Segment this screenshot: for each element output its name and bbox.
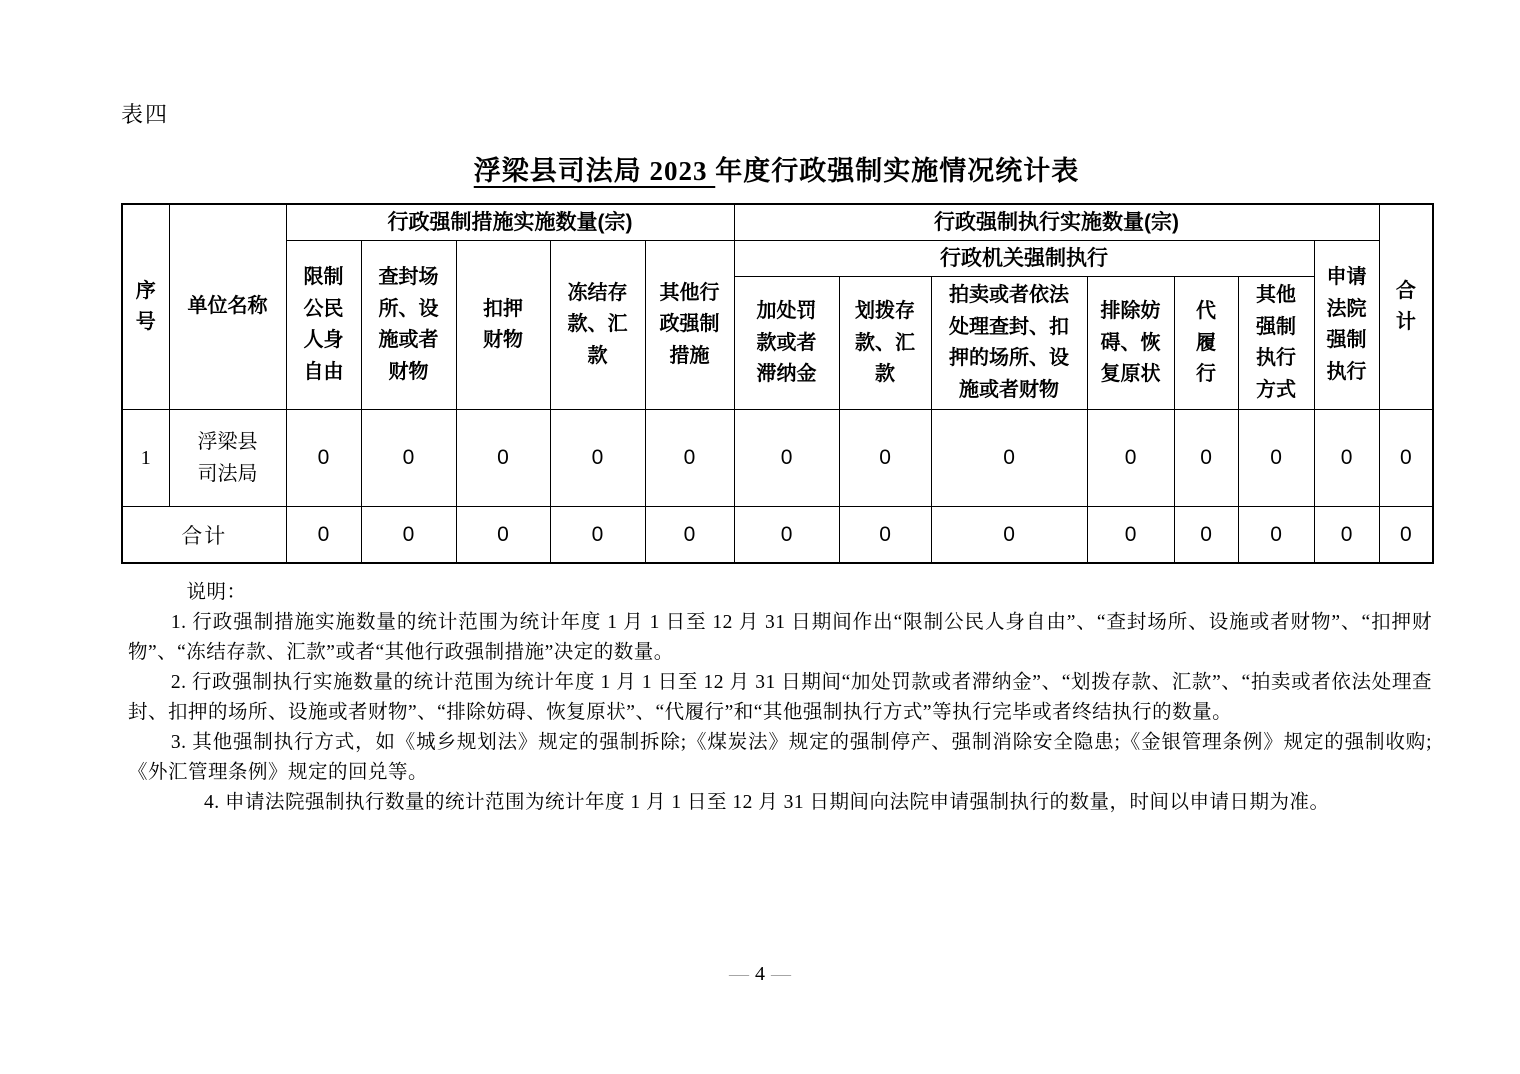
cell-value: 0 [931, 410, 1087, 507]
note-item-4: 4. 申请法院强制执行数量的统计范围为统计年度 1 月 1 日至 12 月 31 日期间向法院申请强制执行的数量，时间以申请日期为准。 [204, 791, 1330, 813]
cell-value: 0 [286, 410, 361, 507]
header-seq: 序号 [122, 204, 169, 410]
cell-value: 0 [361, 410, 456, 507]
cell-value: 0 [1174, 410, 1238, 507]
total-cell-value: 0 [286, 507, 361, 563]
page-title [121, 149, 1432, 188]
page-number-dash-left: — [729, 963, 749, 985]
header-agency-col-2: 划拨存款、汇款 [839, 277, 931, 410]
total-cell-value: 0 [361, 507, 456, 563]
total-cell-value: 0 [550, 507, 645, 563]
page-number [0, 963, 1520, 986]
header-measure-col-2: 查封场所、设施或者财物 [361, 241, 456, 410]
total-cell-value: 0 [456, 507, 550, 563]
header-group-measures: 行政强制措施实施数量(宗) [286, 204, 734, 241]
cell-value: 0 [1314, 410, 1379, 507]
total-cell-value: 0 [734, 507, 839, 563]
cell-value: 0 [839, 410, 931, 507]
total-cell-value: 0 [1087, 507, 1174, 563]
table-label: 表四 [121, 102, 170, 127]
header-court: 申请法院强制执行 [1314, 241, 1379, 410]
header-measure-col-5: 其他行政强制措施 [645, 241, 734, 410]
total-cell-value: 0 [839, 507, 931, 563]
header-agency-col-1: 加处罚款或者滞纳金 [734, 277, 839, 410]
cell-value: 0 [1238, 410, 1314, 507]
title-rest-part: 年度行政强制实施情况统计表 [715, 156, 1080, 186]
title-underlined-part: 浮梁县司法局 2023 [473, 156, 716, 186]
cell-value: 0 [456, 410, 550, 507]
page-number-value: 4 [755, 963, 765, 985]
note-item-3: 3. 其他强制执行方式，如《城乡规划法》规定的强制拆除;《煤炭法》规定的强制停产、强制消除安全隐患;《金银管理条例》规定的强制收购;《外汇管理条例》规定的回兑等。 [128, 731, 1432, 783]
header-agency-col-5: 代履行 [1174, 277, 1238, 410]
total-row [122, 507, 1433, 563]
statistics-table [121, 203, 1434, 564]
cell-value: 0 [1087, 410, 1174, 507]
header-measure-col-3: 扣押财物 [456, 241, 550, 410]
header-group-agency: 行政机关强制执行 [734, 241, 1314, 277]
header-total: 合计 [1379, 204, 1433, 410]
notes-label: 说明： [186, 581, 247, 603]
header-agency-col-4: 排除妨碍、恢复原状 [1087, 277, 1174, 410]
cell-value: 0 [645, 410, 734, 507]
total-row-label: 合计 [122, 507, 286, 563]
total-cell-value: 0 [645, 507, 734, 563]
cell-value: 0 [734, 410, 839, 507]
cell-value: 0 [1379, 410, 1433, 507]
header-group-enforcement: 行政强制执行实施数量(宗) [734, 204, 1379, 241]
cell-unit-name: 浮梁县司法局 [169, 410, 286, 507]
header-measure-col-4: 冻结存款、汇款 [550, 241, 645, 410]
page-number-dash-right: — [771, 963, 791, 985]
header-measure-col-1: 限制公民人身自由 [286, 241, 361, 410]
note-item-1: 1. 行政强制措施实施数量的统计范围为统计年度 1 月 1 日至 12 月 31 日期间作出“限制公民人身自由”、“查封场所、设施或者财物”、“扣押财物”、“冻结存款、汇款”或者“其他行政强制措施”决定的数量。 [128, 611, 1432, 663]
total-cell-value: 0 [1238, 507, 1314, 563]
total-cell-value: 0 [1379, 507, 1433, 563]
note-item-2: 2. 行政强制执行实施数量的统计范围为统计年度 1 月 1 日至 12 月 31 日期间“加处罚款或者滞纳金”、“划拨存款、汇款”、“拍卖或者依法处理查封、扣押的场所、设施或者财物”、“排除妨碍、恢复原状”、“代履行”和“其他强制执行方式”等执行完毕或者终结执行的数量。 [128, 671, 1432, 723]
header-unit-name: 单位名称 [169, 204, 286, 410]
total-cell-value: 0 [931, 507, 1087, 563]
total-cell-value: 0 [1314, 507, 1379, 563]
header-agency-col-6: 其他强制执行方式 [1238, 277, 1314, 410]
notes-section [128, 578, 1432, 818]
cell-seq: 1 [122, 410, 169, 507]
header-agency-col-3: 拍卖或者依法处理查封、扣押的场所、设施或者财物 [931, 277, 1087, 410]
cell-value: 0 [550, 410, 645, 507]
total-cell-value: 0 [1174, 507, 1238, 563]
table-row [122, 410, 1433, 507]
